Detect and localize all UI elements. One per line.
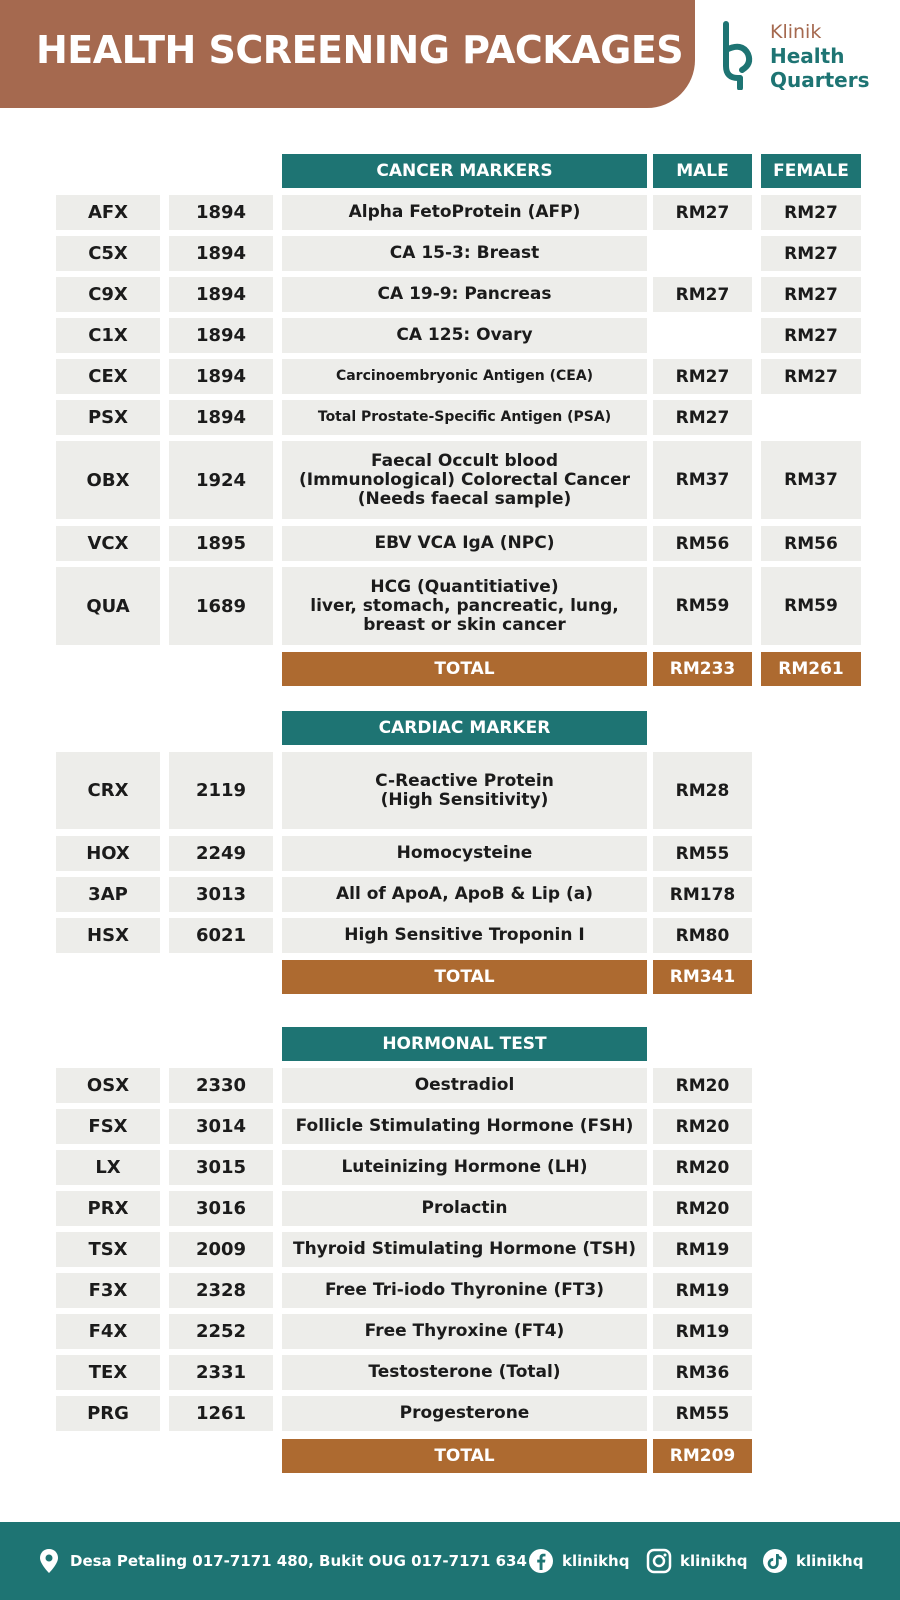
page-title: HEALTH SCREENING PACKAGES [36,28,684,72]
test-code: PSX [56,400,160,435]
footer-address [36,1522,527,1600]
test-number: 2252 [169,1314,273,1349]
instagram-handle: klinikhq [680,1552,748,1570]
description-line: HCG (Quantitiative) [370,576,559,597]
description-line: (High Sensitivity) [380,789,549,810]
test-description: Prolactin [282,1191,647,1226]
test-description: Testosterone (Total) [282,1355,647,1390]
description-line: Faecal Occult blood [370,450,559,471]
test-description: All of ApoA, ApoB & Lip (a) [282,877,647,912]
price: RM19 [653,1273,752,1308]
test-description: Total Prostate-Specific Antigen (PSA) [282,400,647,435]
test-code: FSX [56,1109,160,1144]
test-number: 3016 [169,1191,273,1226]
cardiac-marker-header: CARDIAC MARKER [282,711,647,745]
test-number: 1894 [169,359,273,394]
test-description: Alpha FetoProtein (AFP) [282,195,647,230]
test-code: C1X [56,318,160,353]
female-column-header: FEMALE [761,154,861,188]
test-number: 1689 [169,567,273,645]
test-description [282,752,647,829]
male-price: RM27 [653,400,752,435]
test-number: 1261 [169,1396,273,1431]
test-code: F4X [56,1314,160,1349]
price: RM20 [653,1150,752,1185]
cancer-markers-header: CANCER MARKERS [282,154,647,188]
female-price: RM27 [761,318,861,353]
footer-tiktok[interactable] [762,1522,863,1600]
test-code: HOX [56,836,160,871]
hormonal-total-label: TOTAL [282,1439,647,1473]
price: RM36 [653,1355,752,1390]
address-text: Desa Petaling 017-7171 480, Bukit OUG 017-7171 634 [70,1552,527,1570]
hormonal-test-header: HORMONAL TEST [282,1027,647,1061]
test-number: 2119 [169,752,273,829]
test-number: 1894 [169,277,273,312]
test-code: TEX [56,1355,160,1390]
male-price: RM27 [653,195,752,230]
facebook-icon [528,1548,554,1574]
test-description [282,567,647,645]
facebook-handle: klinikhq [562,1552,630,1570]
test-description: CA 125: Ovary [282,318,647,353]
cardiac-total-label: TOTAL [282,960,647,994]
test-number: 3014 [169,1109,273,1144]
male-price: RM37 [653,441,752,519]
test-description: Carcinoembryonic Antigen (CEA) [282,359,647,394]
description-line: (Needs faecal sample) [357,488,572,509]
test-code: VCX [56,526,160,561]
test-description: High Sensitive Troponin I [282,918,647,953]
test-number: 6021 [169,918,273,953]
test-code: PRG [56,1396,160,1431]
test-number: 1894 [169,236,273,271]
test-description: Free Thyroxine (FT4) [282,1314,647,1349]
female-price: RM37 [761,441,861,519]
test-code: CRX [56,752,160,829]
clinic-logo [718,20,888,96]
logo-text-quarters: Quarters [770,68,870,92]
footer-instagram[interactable] [646,1522,747,1600]
cancer-total-female: RM261 [761,652,861,686]
price: RM19 [653,1314,752,1349]
price: RM20 [653,1191,752,1226]
logo-mark-icon [718,20,764,90]
test-description: Progesterone [282,1396,647,1431]
test-code: C5X [56,236,160,271]
footer-facebook[interactable] [528,1522,629,1600]
test-code: TSX [56,1232,160,1267]
test-description: Thyroid Stimulating Hormone (TSH) [282,1232,647,1267]
header-banner [0,0,695,108]
logo-text-health: Health [770,44,845,68]
test-description: CA 19-9: Pancreas [282,277,647,312]
price: RM55 [653,1396,752,1431]
price: RM19 [653,1232,752,1267]
test-description: Oestradiol [282,1068,647,1103]
location-pin-icon [36,1548,62,1574]
test-number: 1894 [169,400,273,435]
test-description: EBV VCA IgA (NPC) [282,526,647,561]
cardiac-total: RM341 [653,960,752,994]
test-number: 1894 [169,318,273,353]
test-code: PRX [56,1191,160,1226]
test-description: Follicle Stimulating Hormone (FSH) [282,1109,647,1144]
male-price: RM56 [653,526,752,561]
hormonal-total: RM209 [653,1439,752,1473]
test-code: OSX [56,1068,160,1103]
test-number: 3013 [169,877,273,912]
cancer-total-male: RM233 [653,652,752,686]
test-number: 1895 [169,526,273,561]
test-code: F3X [56,1273,160,1308]
female-price: RM27 [761,236,861,271]
test-description: Free Tri-iodo Thyronine (FT3) [282,1273,647,1308]
logo-text-klinik: Klinik [770,21,822,43]
test-number: 2330 [169,1068,273,1103]
description-line: breast or skin cancer [363,614,566,635]
price: RM20 [653,1068,752,1103]
tiktok-handle: klinikhq [796,1552,864,1570]
female-price: RM27 [761,359,861,394]
female-price: RM56 [761,526,861,561]
tiktok-icon [762,1548,788,1574]
test-description: CA 15-3: Breast [282,236,647,271]
test-code: CEX [56,359,160,394]
test-code: QUA [56,567,160,645]
price: RM80 [653,918,752,953]
test-code: OBX [56,441,160,519]
test-description: Homocysteine [282,836,647,871]
test-number: 2328 [169,1273,273,1308]
test-number: 2249 [169,836,273,871]
description-line: (Immunological) Colorectal Cancer [298,469,630,490]
male-price: RM27 [653,359,752,394]
male-price: RM59 [653,567,752,645]
test-code: AFX [56,195,160,230]
cancer-total-label: TOTAL [282,652,647,686]
test-description [282,441,647,519]
description-line: C-Reactive Protein [375,770,554,791]
footer-bar [0,1522,900,1600]
test-code: 3AP [56,877,160,912]
price: RM28 [653,752,752,829]
test-description: Luteinizing Hormone (LH) [282,1150,647,1185]
test-code: C9X [56,277,160,312]
price: RM55 [653,836,752,871]
male-column-header: MALE [653,154,752,188]
description-line: liver, stomach, pancreatic, lung, [310,595,619,616]
test-code: LX [56,1150,160,1185]
test-number: 1924 [169,441,273,519]
test-number: 3015 [169,1150,273,1185]
female-price: RM59 [761,567,861,645]
price: RM20 [653,1109,752,1144]
test-code: HSX [56,918,160,953]
female-price: RM27 [761,277,861,312]
instagram-icon [646,1548,672,1574]
test-number: 2009 [169,1232,273,1267]
test-number: 1894 [169,195,273,230]
female-price: RM27 [761,195,861,230]
test-number: 2331 [169,1355,273,1390]
price: RM178 [653,877,752,912]
male-price: RM27 [653,277,752,312]
